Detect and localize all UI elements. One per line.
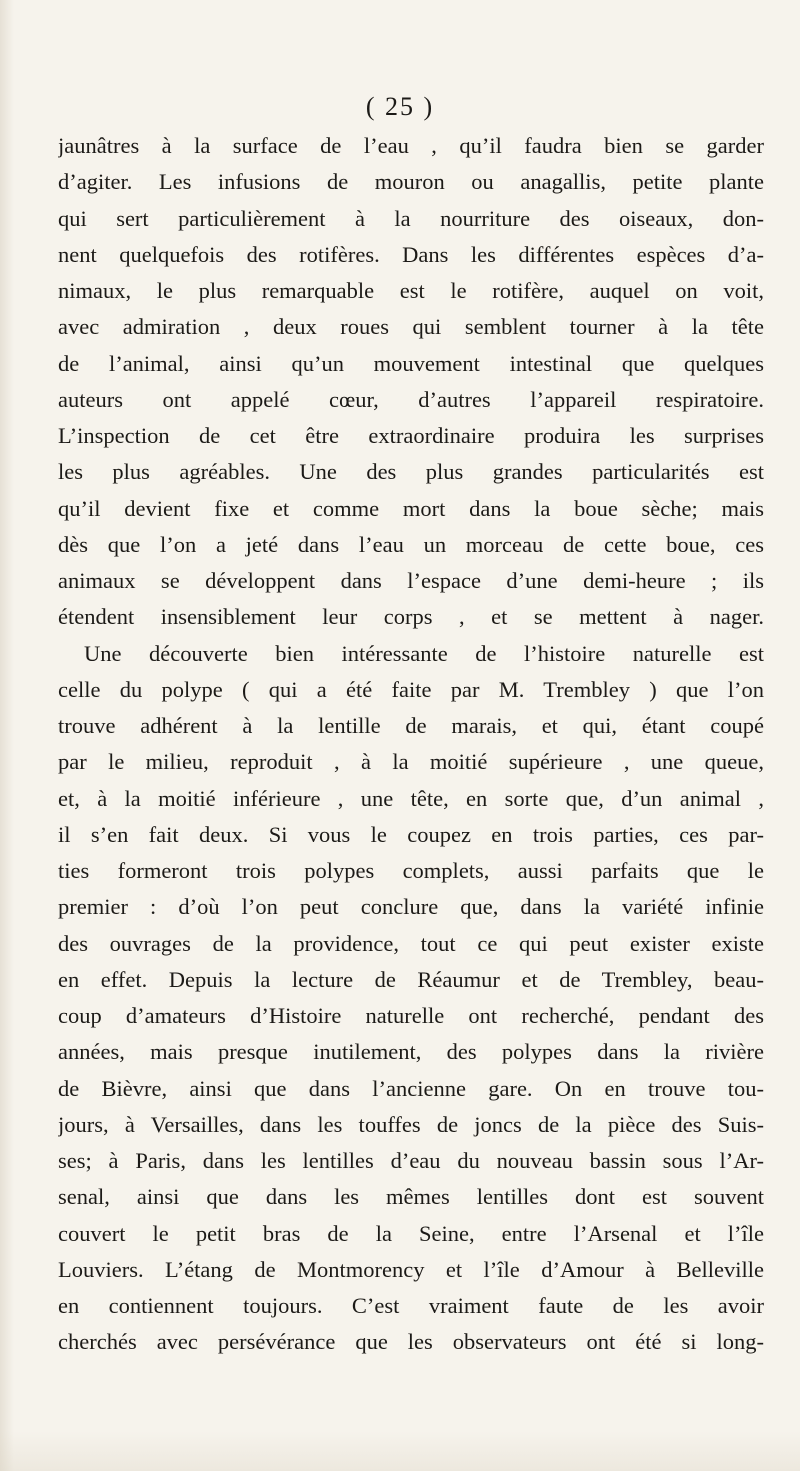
text-line-16: celle du polype ( qui a été faite par M. Trembley ) que l’on	[58, 676, 764, 702]
text-line-14: étendent insensiblement leur corps , et se mettent à nager.	[58, 604, 764, 630]
text-line-15: Une découverte bien intéressante de l’histoire naturelle est	[84, 640, 764, 666]
text-line-2: d’agiter. Les infusions de mouron ou anagallis, petite plante	[58, 169, 764, 195]
text-line-32: Louviers. L’étang de Montmorency et l’île d’Amour à Belleville	[58, 1256, 764, 1282]
text-line-30: senal, ainsi que dans les mêmes lentilles dont est souvent	[58, 1184, 764, 1210]
text-line-31: couvert le petit bras de la Seine, entre l’Arsenal et l’île	[58, 1220, 764, 1246]
text-line-24: en effet. Depuis la lecture de Réaumur et de Trembley, beau-	[58, 966, 764, 992]
text-line-11: qu’il devient fixe et comme mort dans la boue sèche; mais	[58, 495, 764, 521]
text-line-9: L’inspection de cet être extraordinaire produira les surprises	[58, 423, 764, 448]
text-line-18: par le milieu, reproduit , à la moitié supérieure , une queue,	[58, 749, 764, 775]
text-line-26: années, mais presque inutilement, des polypes dans la rivière	[58, 1039, 764, 1065]
text-line-23: des ouvrages de la providence, tout ce qui peut exister existe	[58, 930, 764, 956]
text-line-28: jours, à Versailles, dans les touffes de joncs de la pièce des Suis-	[58, 1111, 764, 1137]
text-line-8: auteurs ont appelé cœur, d’autres l’appareil respiratoire.	[58, 386, 764, 412]
text-line-29: ses; à Paris, dans les lentilles d’eau du nouveau bassin sous l’Ar-	[58, 1148, 764, 1173]
text-line-6: avec admiration , deux roues qui semblent tourner à la tête	[58, 314, 764, 340]
text-line-7: de l’animal, ainsi qu’un mouvement intestinal que quelques	[58, 350, 764, 376]
text-line-1: jaunâtres à la surface de l’eau , qu’il faudra bien se garder	[58, 133, 764, 158]
page-number: ( 25 )	[365, 92, 435, 121]
text-line-27: de Bièvre, ainsi que dans l’ancienne gare. On en trouve tou-	[58, 1075, 764, 1101]
page-bottom-shadow	[0, 1431, 800, 1471]
text-line-34: cherchés avec persévérance que les observateurs ont été si long-	[58, 1329, 764, 1355]
text-line-5: nimaux, le plus remarquable est le rotifère, auquel on voit,	[58, 278, 764, 303]
text-line-10: les plus agréables. Une des plus grandes particularités est	[58, 459, 764, 485]
text-line-13: animaux se développent dans l’espace d’une demi-heure ; ils	[58, 568, 764, 593]
text-line-19: et, à la moitié inférieure , une tête, en sorte que, d’un animal ,	[58, 785, 764, 811]
text-line-12: dès que l’on a jeté dans l’eau un morceau de cette boue, ces	[58, 531, 764, 557]
text-line-17: trouve adhérent à la lentille de marais, et qui, étant coupé	[58, 713, 764, 738]
text-line-20: il s’en fait deux. Si vous le coupez en trois parties, ces par-	[58, 821, 764, 847]
text-line-25: coup d’amateurs d’Histoire naturelle ont recherché, pendant des	[58, 1003, 764, 1028]
body-text	[58, 128, 764, 1361]
text-line-33: en contiennent toujours. C’est vraiment faute de les avoir	[58, 1293, 764, 1318]
text-line-22: premier : d’où l’on peut conclure que, dans la variété infinie	[58, 894, 764, 920]
text-line-21: ties formeront trois polypes complets, aussi parfaits que le	[58, 858, 764, 883]
text-line-3: qui sert particulièrement à la nourriture des oiseaux, don-	[58, 205, 764, 231]
text-line-4: nent quelquefois des rotifères. Dans les différentes espèces d’a-	[58, 241, 764, 267]
page-edge-shadow	[0, 0, 14, 1471]
